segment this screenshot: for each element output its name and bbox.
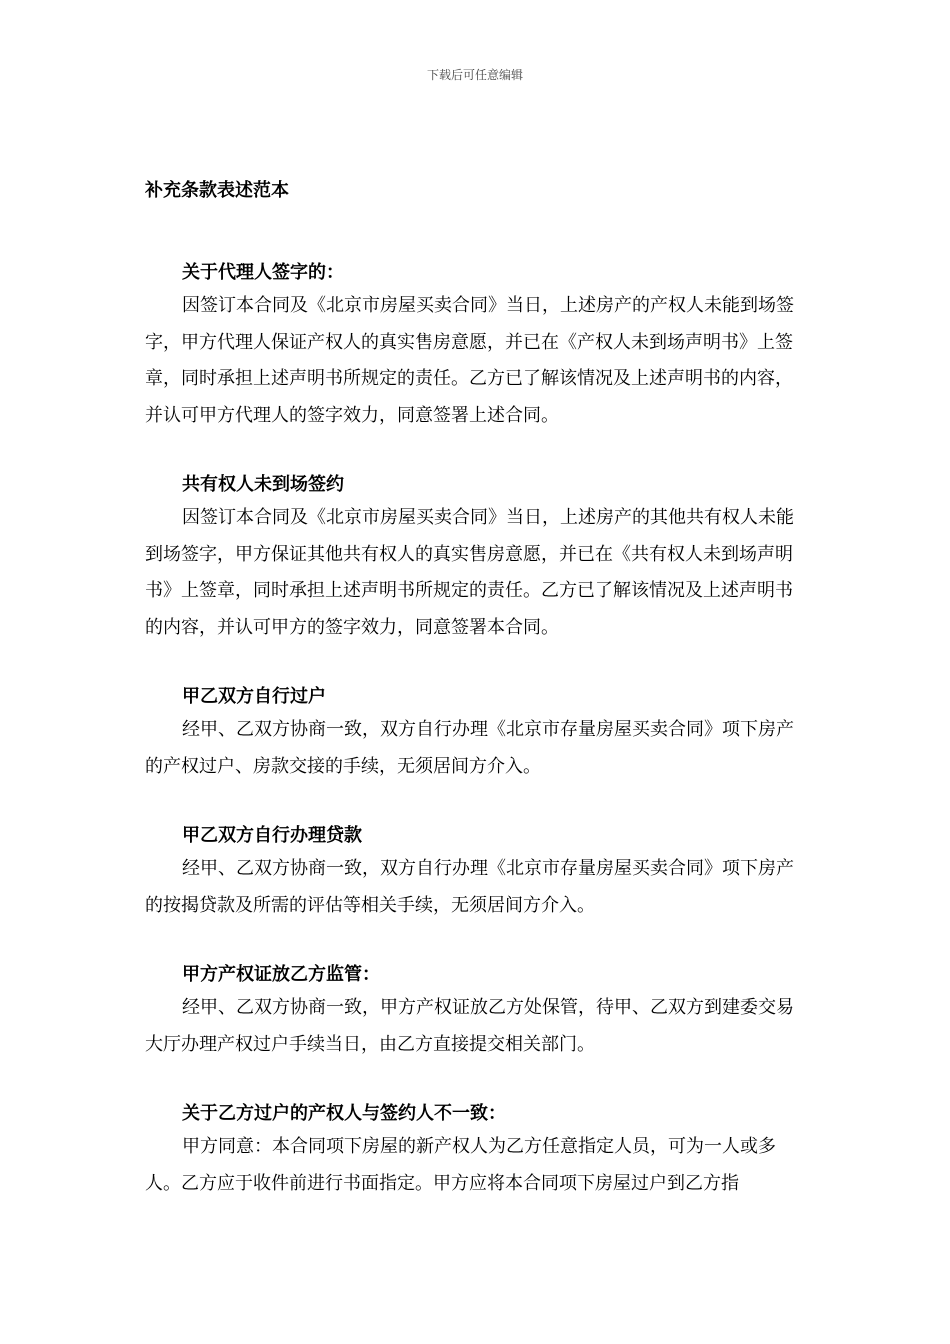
section-body: 因签订本合同及《北京市房屋买卖合同》当日，上述房产的其他共有权人未能到场签字，甲方保证其他共有权人的真实售房意愿，并已在《共有权人未到场声明书》上签章，同时承担上述声明书所规定的责任。乙方已了解该情况及上述声明书的内容，并认可甲方的签字效力，同意签署本合同。 — [145, 507, 794, 638]
section-owner-signer-mismatch — [145, 1099, 807, 1202]
section-heading: 甲乙双方自行过户 — [182, 686, 326, 707]
header-note: 下载后可任意编辑 — [426, 68, 523, 82]
section-body: 因签订本合同及《北京市房屋买卖合同》当日，上述房产的产权人未能到场签字，甲方代理人保证产权人的真实售房意愿，并已在《产权人未到场声明书》上签章，同时承担上述声明书所规定的责任。乙方已了解该情况及上述声明书的内容，并认可甲方代理人的签字效力，同意签署上述合同。 — [145, 295, 794, 426]
document-title: 补充条款表述范本 — [145, 180, 289, 201]
section-self-loan — [145, 821, 807, 924]
section-body: 经甲、乙双方协商一致，双方自行办理《北京市存量房屋买卖合同》项下房产的按揭贷款及所需的评估等相关手续，无须居间方介入。 — [145, 858, 794, 916]
section-self-transfer — [145, 682, 807, 785]
section-heading: 甲方产权证放乙方监管： — [182, 964, 380, 985]
section-co-owner-absent — [145, 470, 807, 646]
section-certificate-custody — [145, 960, 807, 1063]
section-heading: 甲乙双方自行办理贷款 — [182, 825, 362, 846]
section-heading: 共有权人未到场签约 — [182, 474, 344, 495]
section-body: 甲方同意：本合同项下房屋的新产权人为乙方任意指定人员，可为一人或多人。乙方应于收件前进行书面指定。甲方应将本合同项下房屋过户到乙方指 — [145, 1136, 776, 1194]
section-heading: 关于代理人签字的： — [182, 262, 344, 283]
document-content — [145, 258, 807, 1238]
section-body: 经甲、乙双方协商一致，双方自行办理《北京市存量房屋买卖合同》项下房产的产权过户、房款交接的手续，无须居间方介入。 — [145, 719, 794, 777]
section-body: 经甲、乙双方协商一致，甲方产权证放乙方处保管，待甲、乙双方到建委交易大厅办理产权过户手续当日，由乙方直接提交相关部门。 — [145, 997, 794, 1055]
section-agent-signature — [145, 258, 807, 434]
section-heading: 关于乙方过户的产权人与签约人不一致： — [182, 1103, 506, 1124]
